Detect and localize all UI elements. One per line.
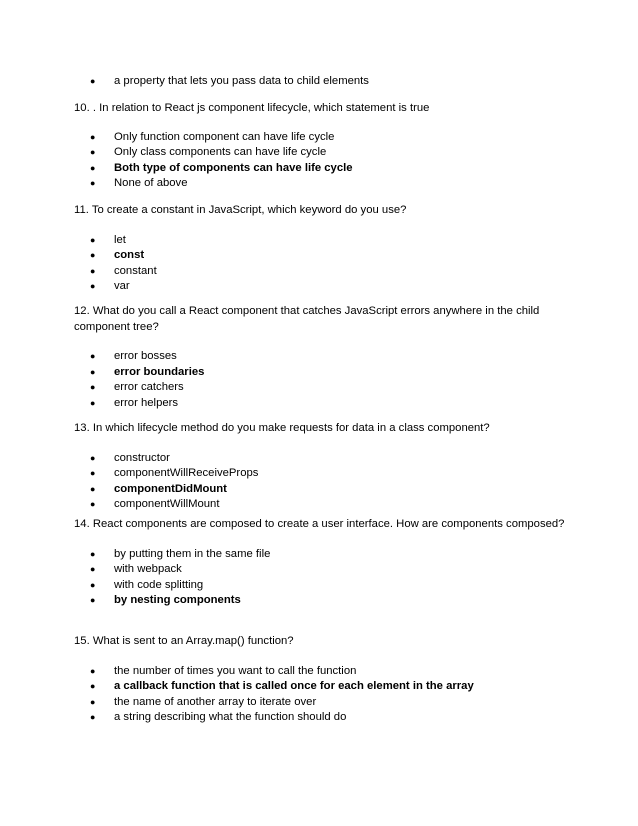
- option-text: None of above: [114, 177, 188, 190]
- option-text: error bosses: [114, 350, 177, 362]
- question-10: [74, 101, 578, 192]
- question-15: [74, 634, 578, 726]
- option-text: with webpack: [114, 563, 182, 576]
- bullet-icon: ●: [90, 397, 96, 408]
- option-text: const: [114, 249, 145, 262]
- bullet-icon: ●: [90, 178, 96, 189]
- bullet-icon: ●: [90, 147, 96, 158]
- bullet-icon: ●: [90, 681, 96, 692]
- option-text: componentDidMount: [114, 482, 227, 495]
- bullet-icon: ●: [90, 499, 96, 510]
- option-text: componentWillMount: [114, 498, 220, 511]
- option-list: [74, 233, 578, 295]
- bullet-icon: ●: [90, 351, 96, 361]
- option-item-correct: [74, 679, 578, 695]
- option-item-correct: [74, 248, 578, 264]
- option-item: [74, 233, 578, 249]
- option-text: let: [114, 233, 126, 246]
- option-text: error helpers: [114, 396, 179, 409]
- option-list: [74, 349, 578, 411]
- option-text: with code splitting: [114, 578, 204, 591]
- bullet-icon: ●: [90, 382, 96, 393]
- option-item: [74, 466, 578, 482]
- question-13: [74, 421, 578, 513]
- option-item: [74, 695, 578, 711]
- option-text: by nesting components: [114, 594, 241, 607]
- question-prompt: React components are composed to create a user interface. How are components composed?: [92, 518, 565, 530]
- option-item-correct: [74, 161, 578, 177]
- option-item: [74, 710, 578, 726]
- option-item: [74, 664, 578, 680]
- option-list: [74, 74, 578, 90]
- option-item: [74, 497, 578, 513]
- option-text: a string describing what the function should do: [114, 711, 347, 724]
- bullet-icon: ●: [90, 696, 96, 707]
- bullet-icon: ●: [90, 366, 96, 377]
- bullet-icon: ●: [90, 76, 96, 86]
- option-text: constructor: [114, 451, 170, 464]
- option-text: by putting them in the same file: [114, 547, 271, 560]
- option-item: [74, 176, 578, 192]
- option-item: [74, 380, 578, 396]
- bullet-icon: ●: [90, 564, 96, 575]
- option-item: [74, 547, 578, 563]
- question-number: 12.: [74, 305, 90, 317]
- option-item: [74, 130, 578, 146]
- option-item: [74, 451, 578, 467]
- option-text: Only class components can have life cycle: [114, 146, 327, 159]
- option-text: a property that lets you pass data to child elements: [114, 75, 369, 87]
- bullet-icon: ●: [90, 665, 96, 676]
- bullet-icon: ●: [90, 250, 96, 261]
- question-text: [74, 203, 578, 219]
- option-item: [74, 145, 578, 161]
- option-item-correct: [74, 482, 578, 498]
- option-text: the number of times you want to call the function: [114, 664, 357, 677]
- option-item: [74, 396, 578, 412]
- bullet-icon: ●: [90, 452, 96, 463]
- question-text: [74, 634, 578, 650]
- question-text: [74, 304, 578, 335]
- bullet-icon: ●: [90, 265, 96, 276]
- bullet-icon: ●: [90, 281, 96, 292]
- option-text: Only function component can have life cycle: [114, 130, 335, 143]
- top-fragment: [74, 74, 578, 90]
- option-text: a callback function that is called once for each element in the array: [114, 680, 474, 693]
- option-list: [74, 547, 578, 609]
- question-number: 15.: [74, 635, 90, 647]
- option-item: [74, 578, 578, 594]
- option-text: componentWillReceiveProps: [114, 467, 259, 480]
- option-item: [74, 264, 578, 280]
- option-item-correct: [74, 593, 578, 609]
- bullet-icon: ●: [90, 579, 96, 590]
- question-text: [74, 517, 578, 533]
- question-text: [74, 421, 578, 437]
- bullet-icon: ●: [90, 162, 96, 173]
- question-prompt: In which lifecycle method do you make requests for data in a class component?: [92, 422, 490, 434]
- option-item: [74, 279, 578, 295]
- question-number: 13.: [74, 422, 90, 434]
- option-item: [74, 74, 578, 90]
- question-number: 11.: [74, 204, 89, 216]
- bullet-icon: ●: [90, 468, 96, 479]
- option-list: [74, 130, 578, 192]
- question-12: [74, 304, 578, 411]
- bullet-icon: ●: [90, 483, 96, 494]
- question-14: [74, 517, 578, 609]
- question-prompt: . In relation to React js component lifecycle, which statement is true: [92, 102, 430, 114]
- option-item: [74, 562, 578, 578]
- option-list: [74, 451, 578, 513]
- question-prompt: To create a constant in JavaScript, which keyword do you use?: [91, 204, 407, 216]
- question-number: 14.: [74, 518, 90, 530]
- question-prompt: What is sent to an Array.map() function?: [92, 635, 294, 647]
- bullet-icon: ●: [90, 234, 96, 245]
- option-list: [74, 664, 578, 726]
- option-text: var: [114, 280, 130, 293]
- bullet-icon: ●: [90, 712, 96, 723]
- bullet-icon: ●: [90, 131, 96, 142]
- bullet-icon: ●: [90, 595, 96, 606]
- option-text: error boundaries: [114, 365, 205, 378]
- option-text: error catchers: [114, 381, 184, 394]
- question-prompt: What do you call a React component that catches JavaScript errors anywhere in the child component tree?: [74, 305, 540, 333]
- question-number: 10.: [74, 102, 90, 114]
- option-text: Both type of components can have life cycle: [114, 161, 353, 174]
- option-item-correct: [74, 365, 578, 381]
- question-11: [74, 203, 578, 295]
- option-text: the name of another array to iterate over: [114, 695, 317, 708]
- option-item: [74, 349, 578, 365]
- bullet-icon: ●: [90, 548, 96, 559]
- question-text: [74, 101, 578, 117]
- option-text: constant: [114, 264, 157, 277]
